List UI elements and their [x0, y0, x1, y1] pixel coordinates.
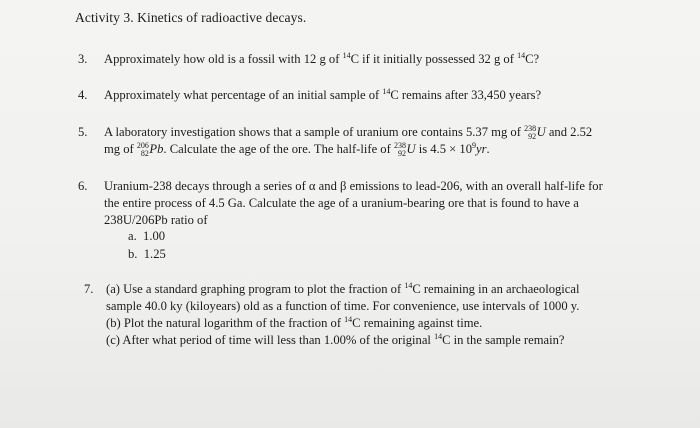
uranium-isotope-notation: 238 92 [524, 124, 537, 142]
question-text: Approximately what percentage of an initial sample of $^{14}$C remains after 33,450 years? [104, 86, 542, 102]
uranium-isotope-notation: 238 92 [393, 141, 406, 159]
question-number: 3. [78, 52, 88, 66]
question-text: (a) Use a standard graphing program to plot the fraction of $^{14}$C remaining in an archaeological sample 40.0 ky (kiloyears) old as a function of time. For convenience, use intervals of 1000 y. (b) Plot the natural logarithm of the fraction of $^{14}$C remaining against time. (c) After what period of time will less than 1.00% of the original $^{14}$C in the sample remain? [106, 280, 580, 347]
activity-title: Activity 3. Kinetics of radioactive decays. [75, 10, 307, 25]
sub-item-b: b. 1.25 [128, 247, 166, 261]
question-number: 4. [78, 88, 88, 102]
question-number: 7. [84, 282, 94, 296]
question-text: A laboratory investigation shows that a sample of uranium ore contains 5.37 mg of 238 92 U and 2.52 mg of 206 82 Pb. Calculate the age of the ore. The half-life of 238 92 U is $4.5 \times 10^9yr$. [104, 124, 593, 159]
question-number: 5. [78, 125, 88, 139]
question-text: Uranium-238 decays through a series of α and β emissions to lead-206, with an overall half-life for the entire process of 4.5 Ga. Calculate the age of a uranium-bearing ore that is found to have a 238U/206Pb ratio of [104, 179, 603, 227]
question-number: 6. [78, 179, 88, 193]
question-text: Approximately how old is a fossil with 12 g of $^{14}$C if it initially possessed 32 g of $^{14}$C? [104, 50, 540, 66]
sub-item-a: a. 1.00 [128, 229, 166, 243]
lead-isotope-notation: 206 82 [136, 141, 149, 159]
